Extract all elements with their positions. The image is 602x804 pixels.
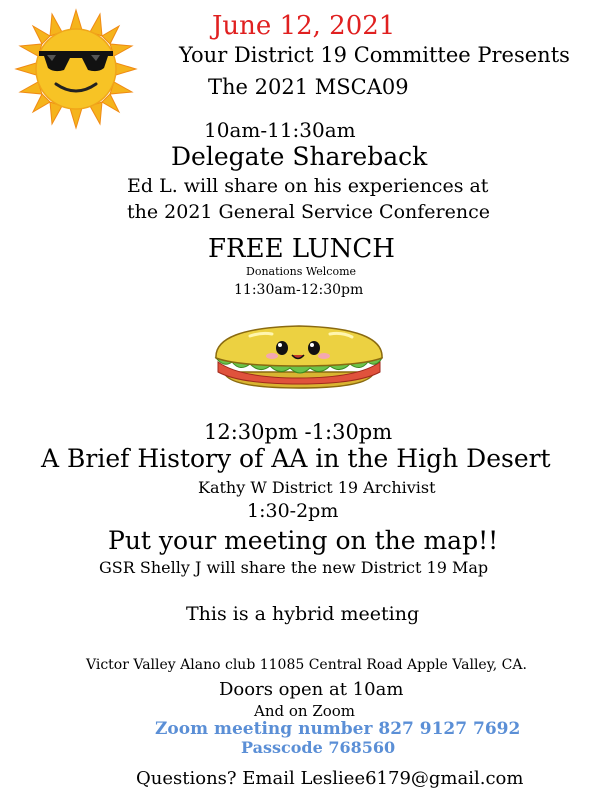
session1-description: Ed L. will share on his experiences at: [127, 175, 489, 197]
session1-time: 10am-11:30am: [204, 118, 356, 142]
sandwich-right-eye: [308, 341, 320, 355]
zoom-intro: And on Zoom: [254, 702, 356, 720]
zoom-passcode: Passcode 768560: [241, 738, 396, 757]
session2-presenter: Kathy W District 19 Archivist: [198, 478, 436, 497]
event-name: The 2021 MSCA09: [208, 75, 409, 99]
smiling-sandwich-icon: [210, 322, 388, 390]
event-date: June 12, 2021: [212, 11, 396, 41]
hybrid-note: This is a hybrid meeting: [186, 603, 420, 625]
session3-presenter: GSR Shelly J will share the new District 19 Map: [99, 558, 489, 577]
sandwich-left-eye: [276, 341, 288, 355]
contact-email: Questions? Email Lesliee6179@gmail.com: [136, 768, 524, 789]
session2-title: A Brief History of AA in the High Desert: [41, 444, 551, 473]
venue-address: Victor Valley Alano club 11085 Central Road Apple Valley, CA.: [86, 657, 527, 673]
lunch-time: 11:30am-12:30pm: [234, 282, 364, 298]
smiling-sun-icon: [14, 8, 138, 130]
sandwich-left-cheek: [266, 353, 278, 359]
presents-line: Your District 19 Committee Presents: [179, 43, 570, 67]
sandwich-right-cheek: [318, 353, 330, 359]
doors-open: Doors open at 10am: [219, 679, 404, 700]
session2-time: 12:30pm -1:30pm: [204, 420, 393, 444]
lunch-title: FREE LUNCH: [208, 234, 395, 264]
zoom-meeting-number: Zoom meeting number 827 9127 7692: [155, 719, 521, 739]
session3-time: 1:30-2pm: [247, 500, 339, 522]
session1-title: Delegate Shareback: [171, 142, 428, 171]
session1-description-cont: the 2021 General Service Conference: [127, 201, 490, 223]
sun-face: [36, 29, 116, 109]
sandwich-top-bun: [216, 326, 382, 366]
lunch-note: Donations Welcome: [246, 265, 357, 278]
session3-title: Put your meeting on the map!!: [108, 526, 499, 555]
